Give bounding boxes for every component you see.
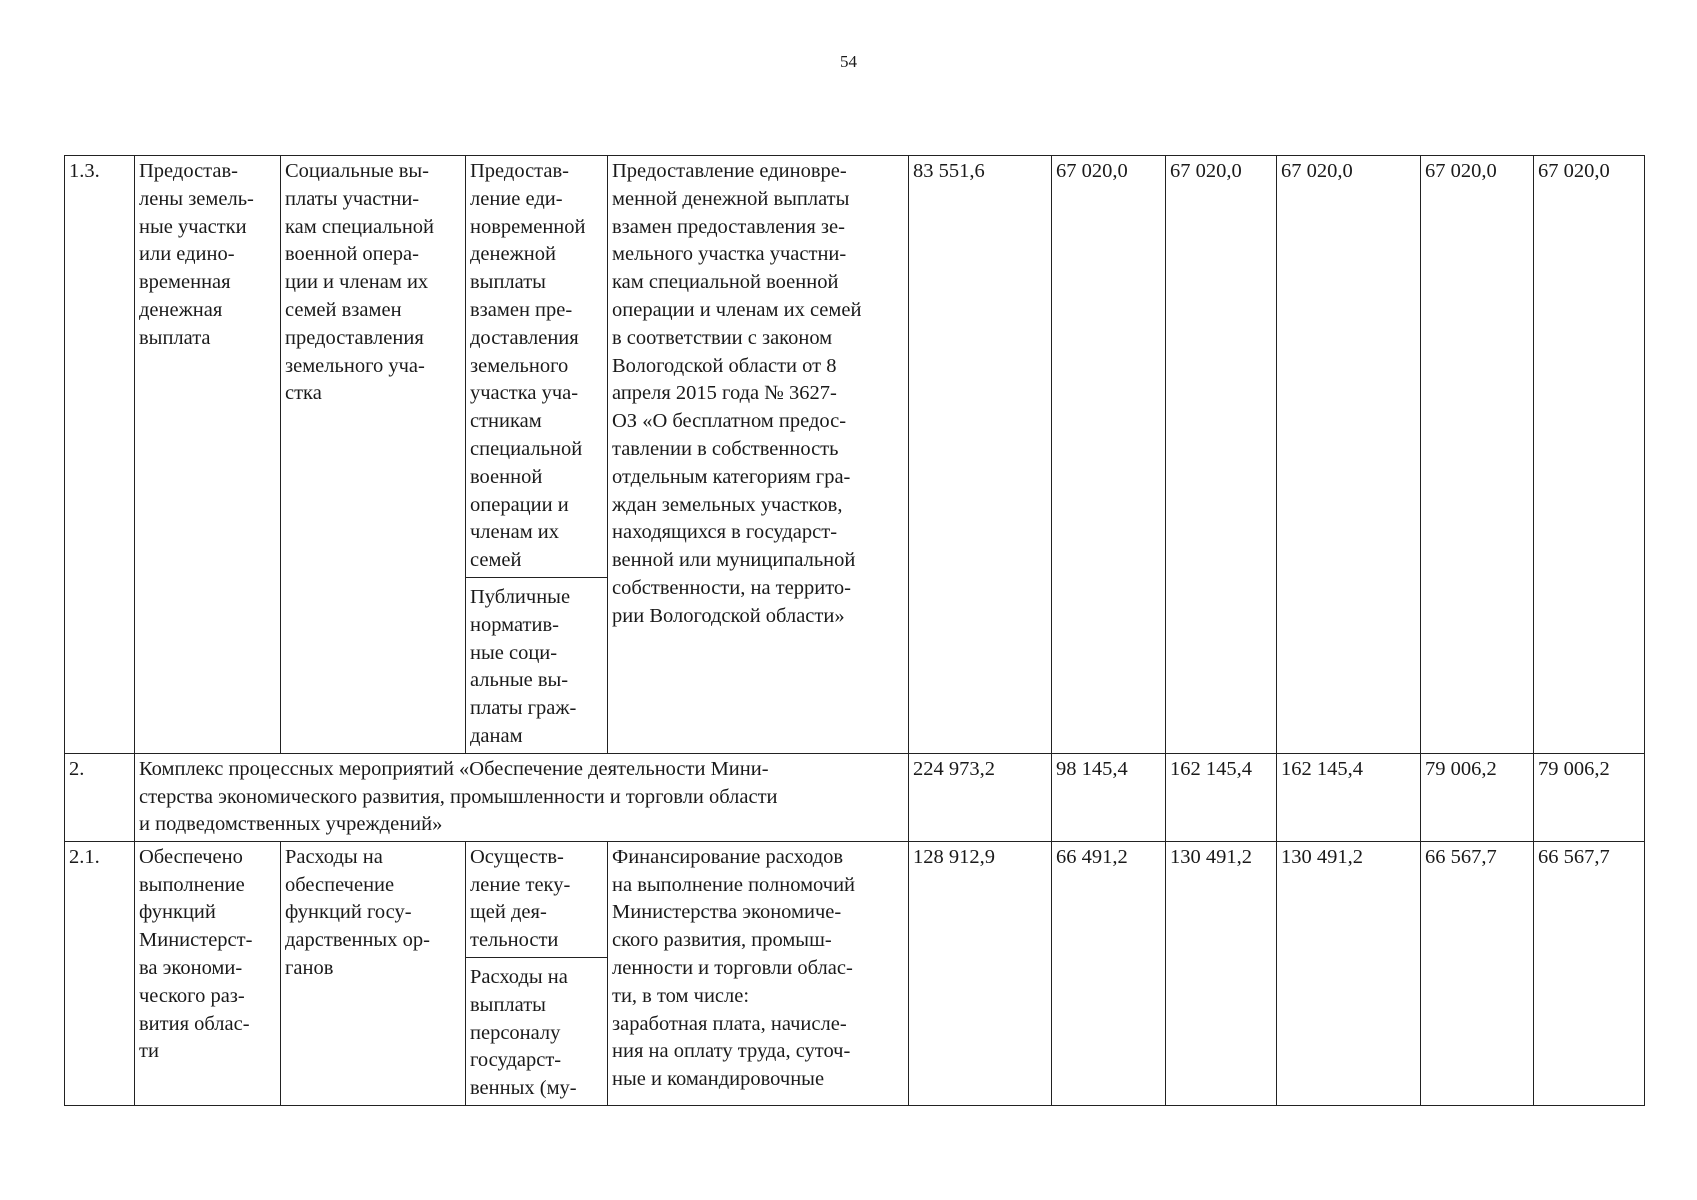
value-cell: 67 020,0 bbox=[1166, 156, 1277, 754]
activity-cell bbox=[466, 841, 608, 1105]
value-cell: 98 145,4 bbox=[1052, 753, 1166, 841]
description-cell bbox=[608, 156, 909, 754]
result-cell bbox=[135, 841, 281, 1105]
complex-title-cell bbox=[135, 753, 909, 841]
value-cell: 130 491,2 bbox=[1166, 841, 1277, 1105]
page-number: 54 bbox=[840, 52, 857, 71]
table-row bbox=[65, 156, 1645, 754]
table-row bbox=[65, 841, 1645, 1105]
value-cell: 67 020,0 bbox=[1052, 156, 1166, 754]
value-cell: 162 145,4 bbox=[1166, 753, 1277, 841]
value-cell: 162 145,4 bbox=[1277, 753, 1421, 841]
value-cell: 130 491,2 bbox=[1277, 841, 1421, 1105]
table-row bbox=[65, 753, 1645, 841]
payment-type-text: Публичные норматив- ные соци- альные вы- платы граж- данам bbox=[466, 577, 607, 753]
value-cell: 66 567,7 bbox=[1534, 841, 1645, 1105]
expense-type-cell bbox=[281, 156, 466, 754]
activity-text: Предостав- ление еди- новременной денежной выплаты взамен пре- доставления земельного участка уча- стникам специальной военной операции и членам их семей bbox=[470, 160, 586, 572]
description-text: Предоставление единовре- менной денежной выплаты взамен предоставления зе- мельного участка участни- кам специальной военной операции и членам их семей в соответствии с законом Вологодской области от 8 апреля 2015 года № 3627- ОЗ «О бесплатном предос- тавлении в собственность отдельным категориям гра- ждан земельных участков, находящихся в государст- венной или муниципальной собственности, на террито- рии Вологодской области» bbox=[612, 160, 862, 627]
row-number: 2. bbox=[65, 753, 135, 841]
result-cell bbox=[135, 156, 281, 754]
value-cell: 224 973,2 bbox=[909, 753, 1052, 841]
description-text: Финансирование расходов на выполнение полномочий Министерства экономиче- ского развития, промыш- ленности и торговли облас- ти, в том числе: заработная плата, начисле- ния на оплату труда, суточ- ные и командировочные bbox=[612, 845, 856, 1091]
value-cell: 67 020,0 bbox=[1421, 156, 1534, 754]
budget-table bbox=[64, 155, 1645, 1106]
value-cell: 67 020,0 bbox=[1277, 156, 1421, 754]
row-number: 1.3. bbox=[65, 156, 135, 754]
value-cell: 66 567,7 bbox=[1421, 841, 1534, 1105]
payment-type-text: Расходы на выплаты персоналу государст- венных (му- bbox=[466, 957, 607, 1105]
expense-type-text: Социальные вы- платы участни- кам специальной военной опера- ции и членам их семей взамен предоставления земельного уча- стка bbox=[285, 160, 435, 405]
activity-text: Осуществ- ление теку- щей дея- тельности bbox=[470, 845, 571, 952]
expense-type-text: Расходы на обеспечение функций госу- дарственных ор- ганов bbox=[285, 845, 430, 979]
value-cell: 79 006,2 bbox=[1421, 753, 1534, 841]
complex-title-text: Комплекс процессных мероприятий «Обеспечение деятельности Мини- стерства экономического развития, промышленности и торговли области и подведомственных учреждений» bbox=[139, 757, 778, 836]
result-text: Обеспечено выполнение функций Министерст- ва экономи- ческого раз- вития облас- ти bbox=[139, 845, 253, 1063]
value-cell: 67 020,0 bbox=[1534, 156, 1645, 754]
description-cell bbox=[608, 841, 909, 1105]
result-text: Предостав- лены земель- ные участки или едино- временная денежная выплата bbox=[139, 160, 254, 349]
row-number: 2.1. bbox=[65, 841, 135, 1105]
value-cell: 83 551,6 bbox=[909, 156, 1052, 754]
activity-cell bbox=[466, 156, 608, 754]
value-cell: 66 491,2 bbox=[1052, 841, 1166, 1105]
value-cell: 128 912,9 bbox=[909, 841, 1052, 1105]
value-cell: 79 006,2 bbox=[1534, 753, 1645, 841]
expense-type-cell bbox=[281, 841, 466, 1105]
